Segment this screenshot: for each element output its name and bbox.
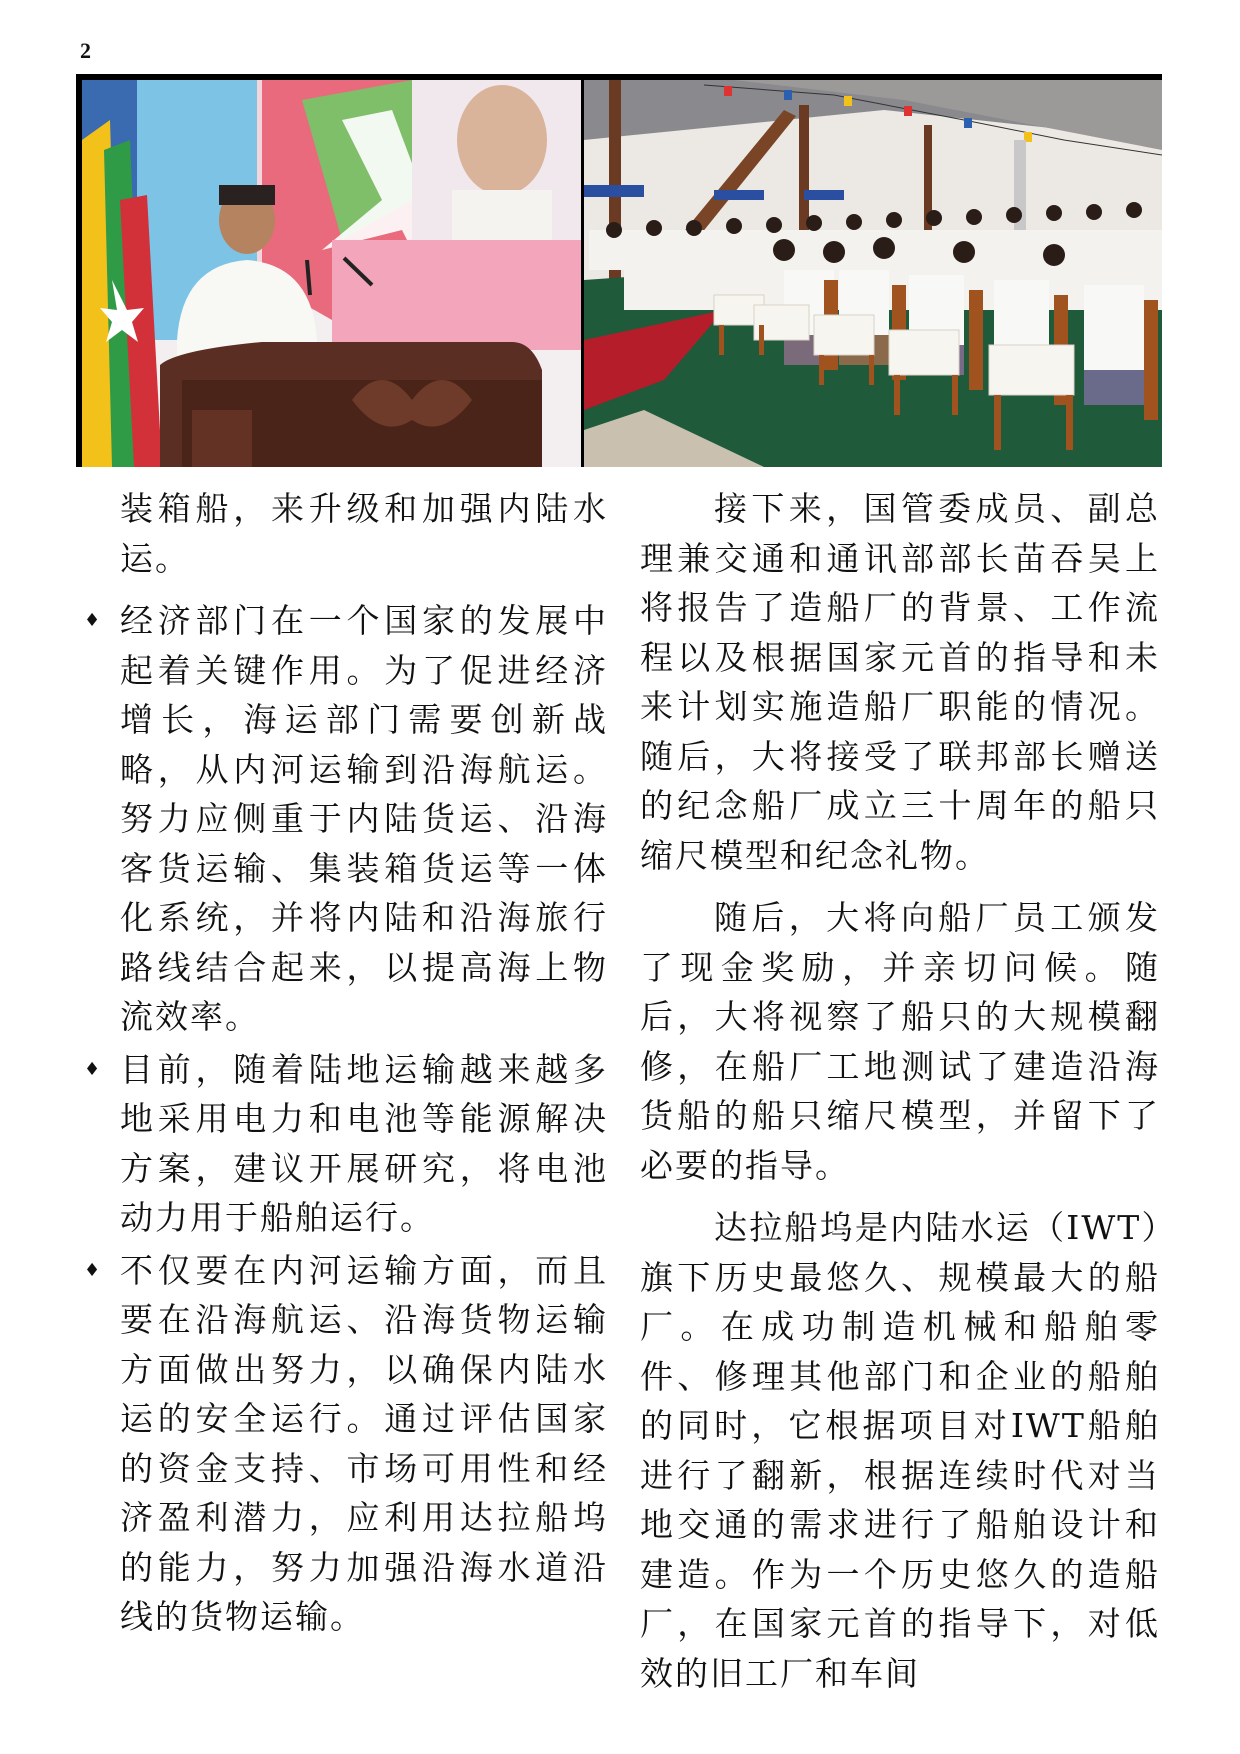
continued-paragraph: 装箱船，来升级和加强内陆水运。: [120, 489, 608, 578]
left-column: [84, 484, 608, 1642]
bullet-item-economy: [84, 596, 608, 1042]
diamond-bullet-icon: ♦: [84, 1058, 103, 1080]
bullet-text: 不仅要在内河运输方面，而且要在沿海航运、沿海货物运输方面做出努力，以确保内陆水运的安全运行。通过评估国家的资金支持、市场可用性和经济盈利潜力，应利用达拉船坞的能力，努力加强沿海水道沿线的货物运输。: [120, 1250, 608, 1636]
bullet-text: 经济部门在一个国家的发展中起着关键作用。为了促进经济增长，海运部门需要创新战略，从内河运输到沿海航运。努力应侧重于内陆货运、沿海客货运输、集装箱货运等一体化系统，并将内陆和沿海旅行路线结合起来，以提高海上物流效率。: [120, 601, 608, 1036]
paragraph-dockyard-history: 达拉船坞是内陆水运（IWT）旗下历史最悠久、规模最大的船厂。在成功制造机械和船舶零件、修理其他部门和企业的船舶的同时，它根据项目对IWT船舶进行了翻新，根据连续时代对当地交通的需求进行了船舶设计和建造。作为一个历史悠久的造船厂，在国家元首的指导下，对低效的旧工厂和车间: [640, 1208, 1160, 1693]
paragraph-awards: 随后，大将向船厂员工颁发了现金奖励，并亲切问候。随后，大将视察了船只的大规模翻修，在船厂工地测试了建造沿海货船的船只缩尺模型，并留下了必要的指导。: [640, 898, 1160, 1185]
diamond-bullet-icon: ♦: [84, 1259, 103, 1281]
photo-audience-hall: [584, 80, 1162, 467]
paragraph-report: 接下来，国管委成员、副总理兼交通和通讯部部长苗吞吴上将报告了造船厂的背景、工作流程以及根据国家元首的指导和未来计划实施造船厂职能的情况。随后，大将接受了联邦部长赠送的纪念船厂成立三十周年的船只缩尺模型和纪念礼物。: [640, 489, 1160, 875]
page-number: 2: [80, 38, 91, 63]
photo-strip: [76, 74, 1162, 467]
bullet-item-coastal: [84, 1246, 608, 1642]
right-column: [640, 484, 1160, 1711]
photo-leader-speaking: [82, 80, 581, 467]
diamond-bullet-icon: ♦: [84, 610, 103, 631]
bullet-text: 目前，随着陆地运输越来越多地采用电力和电池等能源解决方案，建议开展研究，将电池动力用于船舶运行。: [120, 1049, 608, 1237]
bullet-item-battery: [84, 1045, 608, 1243]
